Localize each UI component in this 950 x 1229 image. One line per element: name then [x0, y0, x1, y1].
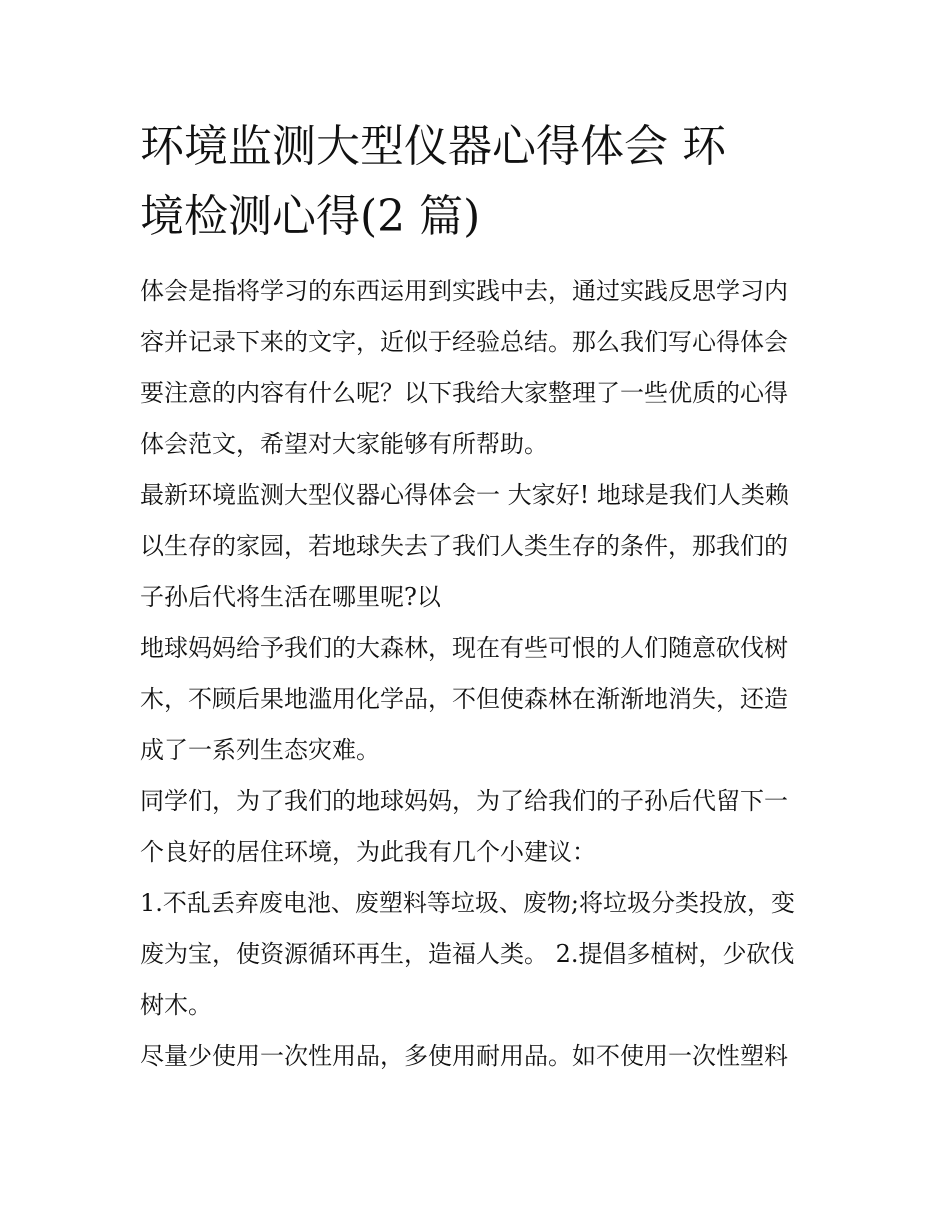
paragraph-suggestions-list — [140, 878, 812, 1031]
paragraph-line: 树木。 — [140, 991, 212, 1019]
paragraph-speech-opening — [140, 470, 812, 623]
paragraph-line: 废为宝，使资源循环再生，造福人类。 2.提倡多植树，少砍伐 — [140, 940, 795, 968]
title-line-1: 环境监测大型仪器心得体会 环 — [140, 121, 726, 172]
paragraph-intro — [140, 266, 812, 470]
paragraph-line: 子孙后代将生活在哪里呢?以 — [140, 583, 441, 611]
paragraph-disposables — [140, 1031, 812, 1082]
paragraph-line: 同学们，为了我们的地球妈妈，为了给我们的子孙后代留下一 — [140, 787, 788, 815]
paragraph-line: 最新环境监测大型仪器心得体会一 大家好! 地球是我们人类赖 — [140, 481, 789, 509]
paragraph-line: 成了一系列生态灾难。 — [140, 736, 380, 764]
document-page — [140, 112, 812, 1082]
paragraph-line: 个良好的居住环境，为此我有几个小建议： — [140, 838, 596, 866]
title-line-2: 境检测心得(2 篇) — [140, 191, 481, 242]
document-title — [140, 112, 812, 252]
paragraph-line: 地球妈妈给予我们的大森林，现在有些可恨的人们随意砍伐树 — [140, 634, 788, 662]
paragraph-forest — [140, 623, 812, 776]
paragraph-line: 以生存的家园，若地球失去了我们人类生存的条件，那我们的 — [140, 532, 788, 560]
paragraph-line: 木，不顾后果地滥用化学品，不但使森林在渐渐地消失，还造 — [140, 685, 788, 713]
paragraph-line: 要注意的内容有什么呢？以下我给大家整理了一些优质的心得 — [140, 379, 788, 407]
paragraph-line: 体会是指将学习的东西运用到实践中去，通过实践反思学习内 — [140, 277, 788, 305]
paragraph-line: 容并记录下来的文字，近似于经验总结。那么我们写心得体会 — [140, 328, 788, 356]
paragraph-line: 尽量少使用一次性用品，多使用耐用品。如不使用一次性塑料 — [140, 1042, 788, 1070]
paragraph-suggestions-intro — [140, 776, 812, 878]
paragraph-line: 1.不乱丢弃废电池、废塑料等垃圾、废物;将垃圾分类投放，变 — [140, 889, 795, 917]
paragraph-line: 体会范文，希望对大家能够有所帮助。 — [140, 430, 548, 458]
